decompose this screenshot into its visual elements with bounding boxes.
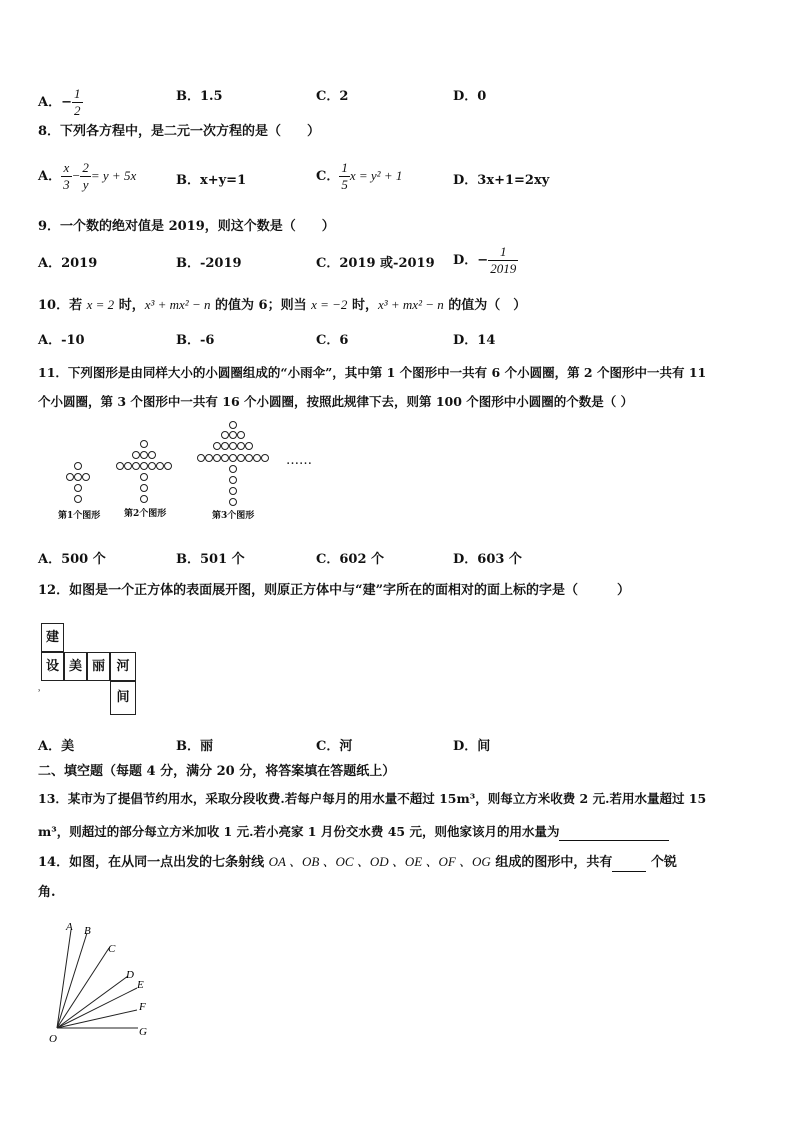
continuation-dots: ……	[286, 453, 312, 468]
q9-option-b: B．-2019	[176, 256, 242, 271]
label-o: O	[49, 1033, 57, 1045]
q8-option-b: B．x+y=1	[176, 173, 247, 188]
q12-option-a: A．美	[38, 739, 75, 754]
label-b: B	[84, 925, 91, 937]
net-cell-jian2: 间	[110, 681, 136, 715]
umbrella-figures	[55, 420, 325, 520]
q12-option-b: B．丽	[176, 739, 213, 754]
q12-option-d: D．间	[453, 739, 491, 754]
q11-option-d: D．603 个	[453, 552, 522, 567]
q14-line2: 角.	[38, 885, 56, 900]
net-cell-he: 河	[110, 652, 136, 681]
fraction: $\frac{1}{2}$	[74, 86, 81, 118]
q10-option-c: C．6	[316, 333, 349, 348]
umbrella-figure-2	[117, 441, 172, 503]
q7-option-d: D．0	[453, 89, 487, 104]
q10-option-a: A．-10	[38, 333, 85, 348]
q12-option-c: C．河	[316, 739, 353, 754]
net-cell-jian: 建	[41, 623, 64, 652]
q13-line1: 13．某市为了提倡节约用水，采取分段收费.若每户每月的用水量不超过 15m³，则每立方米收费 2 元.若用水量超过 15	[38, 791, 707, 806]
figure-1-caption: 第1个图形	[58, 511, 101, 521]
q8-option-a: A． $\frac{x}{3}$ − $\frac{2}{y}$ = y + 5x	[38, 160, 137, 192]
q11-option-c: C．602 个	[316, 552, 385, 567]
q10-option-d: D．14	[453, 333, 496, 348]
q7-option-b: B．1.5	[176, 89, 223, 104]
label-a: A	[66, 921, 73, 933]
label-c: C	[108, 943, 116, 955]
q11-option-a: A．500 个	[38, 552, 106, 567]
section-heading: 二、填空题（每题 4 分，满分 20 分，将答案填在答题纸上）	[38, 764, 396, 779]
ray-ob	[57, 933, 87, 1028]
ray-oa	[57, 930, 71, 1028]
q8-option-d: D．3x+1=2xy	[453, 173, 550, 188]
umbrella-figure-1	[67, 463, 90, 503]
answer-blank[interactable]	[559, 822, 669, 841]
q9-option-c: C．2019 或-2019	[316, 256, 435, 271]
net-cell-she: 设	[41, 652, 64, 681]
q10-option-b: B．-6	[176, 333, 215, 348]
q7-option-c: C．2	[316, 89, 349, 104]
umbrella-figure-3	[198, 422, 269, 506]
q14-stem: 14．如图，在从同一点出发的七条射线 OA 、OB 、OC 、OD 、OE 、OF 、OG 组成的图形中，共有 个锐	[38, 854, 677, 870]
q9-option-d: D．− $\frac{1}{2019}$	[453, 244, 517, 276]
figure-2-caption: 第2个图形	[124, 509, 167, 519]
label-e: E	[137, 979, 144, 991]
label-f: F	[139, 1001, 146, 1013]
stray-mark: ˒	[38, 687, 41, 697]
q13-line2: m³，则超过的部分每立方米加收 1 元.若小亮家 1 月份交水费 45 元，则他家该月的用水量为	[38, 822, 669, 841]
label-d: D	[126, 969, 134, 981]
answer-blank[interactable]	[612, 853, 646, 872]
net-cell-li: 丽	[87, 652, 110, 681]
q9-option-a: A．2019	[38, 256, 98, 271]
q10-stem: 10．若 x = 2 时，x³ + mx² − n 的值为 6；则当 x = −2 时，x³ + mx² − n 的值为（ ）	[38, 297, 527, 313]
q7-option-a: A．− $\frac{1}{2}$	[38, 86, 81, 118]
q11-option-b: B．501 个	[176, 552, 245, 567]
q12-stem: 12．如图是一个正方体的表面展开图，则原正方体中与“建”字所在的面相对的面上标的字是（ ）	[38, 583, 631, 598]
q11-stem-line2: 个小圆圈，第 3 个图形中一共有 16 个小圆圈，按照此规律下去，则第 100 个图形中小圆圈的个数是（ ）	[38, 394, 634, 409]
net-cell-mei: 美	[64, 652, 87, 681]
q9-stem: 9．一个数的绝对值是 2019，则这个数是（ ）	[38, 219, 335, 234]
q11-stem-line1: 11．下列图形是由同样大小的小圆圈组成的“小雨伞”，其中第 1 个图形中一共有 6 个小圆圈，第 2 个图形中一共有 11	[38, 365, 707, 380]
rays-diagram	[40, 918, 170, 1048]
q8-option-c: C． $\frac{1}{5}$ x = y² + 1	[316, 160, 403, 192]
ray-oc	[57, 948, 109, 1028]
ray-oe	[57, 988, 137, 1028]
label-g: G	[139, 1026, 147, 1038]
figure-3-caption: 第3个图形	[212, 511, 255, 521]
q8-stem: 8．下列各方程中，是二元一次方程的是（ ）	[38, 124, 321, 139]
